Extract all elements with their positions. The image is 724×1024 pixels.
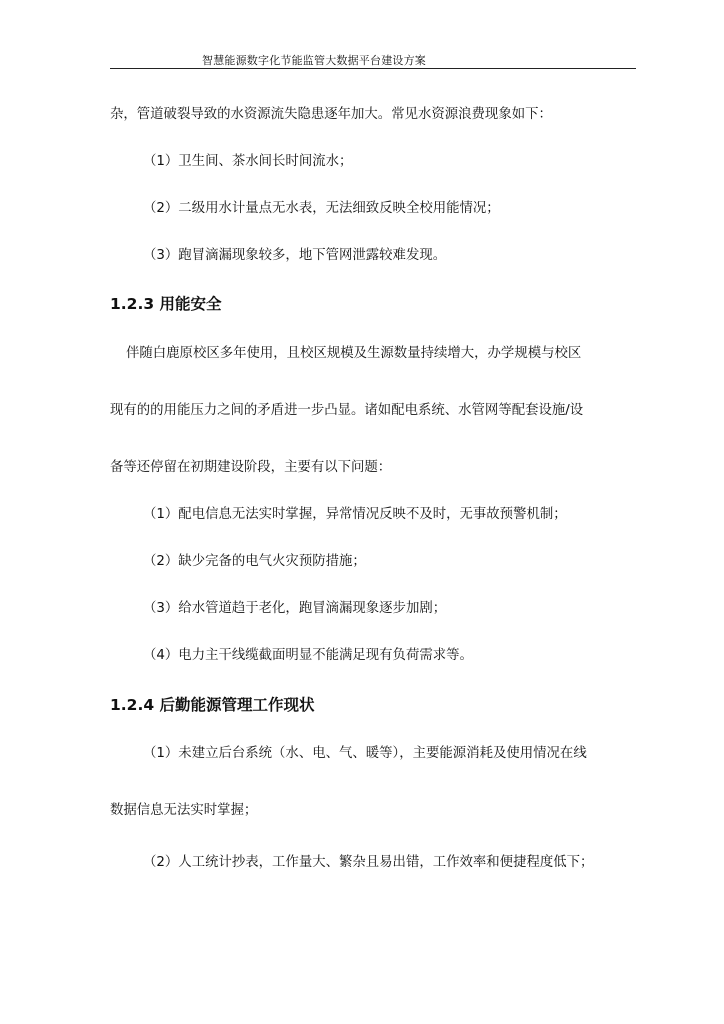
- header-title: 智慧能源数字化节能监管大数据平台建设方案: [202, 54, 426, 67]
- list-item: （1）配电信息无法实时掌握，异常情况反映不及时，无事故预警机制；: [143, 507, 567, 522]
- section-heading-1-2-4: 1.2.4 后勤能源管理工作现状: [110, 696, 315, 714]
- paragraph-line: 备等还停留在初期建设阶段，主要有以下问题：: [110, 460, 392, 475]
- list-item: （1）卫生间、茶水间长时间流水；: [143, 154, 353, 169]
- paragraph-line: 数据信息无法实时掌握；: [110, 803, 258, 818]
- list-item: （2）人工统计抄表，工作量大、繁杂且易出错，工作效率和便捷程度低下；: [143, 855, 594, 870]
- list-item: （2）缺少完备的电气火灾预防措施；: [143, 554, 366, 569]
- list-item: （3）跑冒滴漏现象较多，地下管网泄露较难发现。: [143, 248, 447, 263]
- page-header: [110, 50, 636, 69]
- list-item: （2）二级用水计量点无水表，无法细致反映全校用能情况；: [143, 201, 500, 216]
- section-heading-1-2-3: 1.2.3 用能安全: [110, 295, 222, 313]
- list-item: （1）未建立后台系统（水、电、气、暖等），主要能源消耗及使用情况在线: [143, 746, 587, 761]
- list-item: （4）电力主干线缆截面明显不能满足现有负荷需求等。: [143, 648, 473, 663]
- paragraph-line: 伴随白鹿原校区多年使用，且校区规模及生源数量持续增大，办学规模与校区: [126, 346, 582, 361]
- paragraph-line: 杂，管道破裂导致的水资源流失隐患逐年加大。常见水资源浪费现象如下：: [110, 107, 552, 122]
- list-item: （3）给水管道趋于老化，跑冒滴漏现象逐步加剧；: [143, 601, 447, 616]
- paragraph-line: 现有的的用能压力之间的矛盾进一步凸显。诸如配电系统、水管网等配套设施/设: [110, 403, 584, 418]
